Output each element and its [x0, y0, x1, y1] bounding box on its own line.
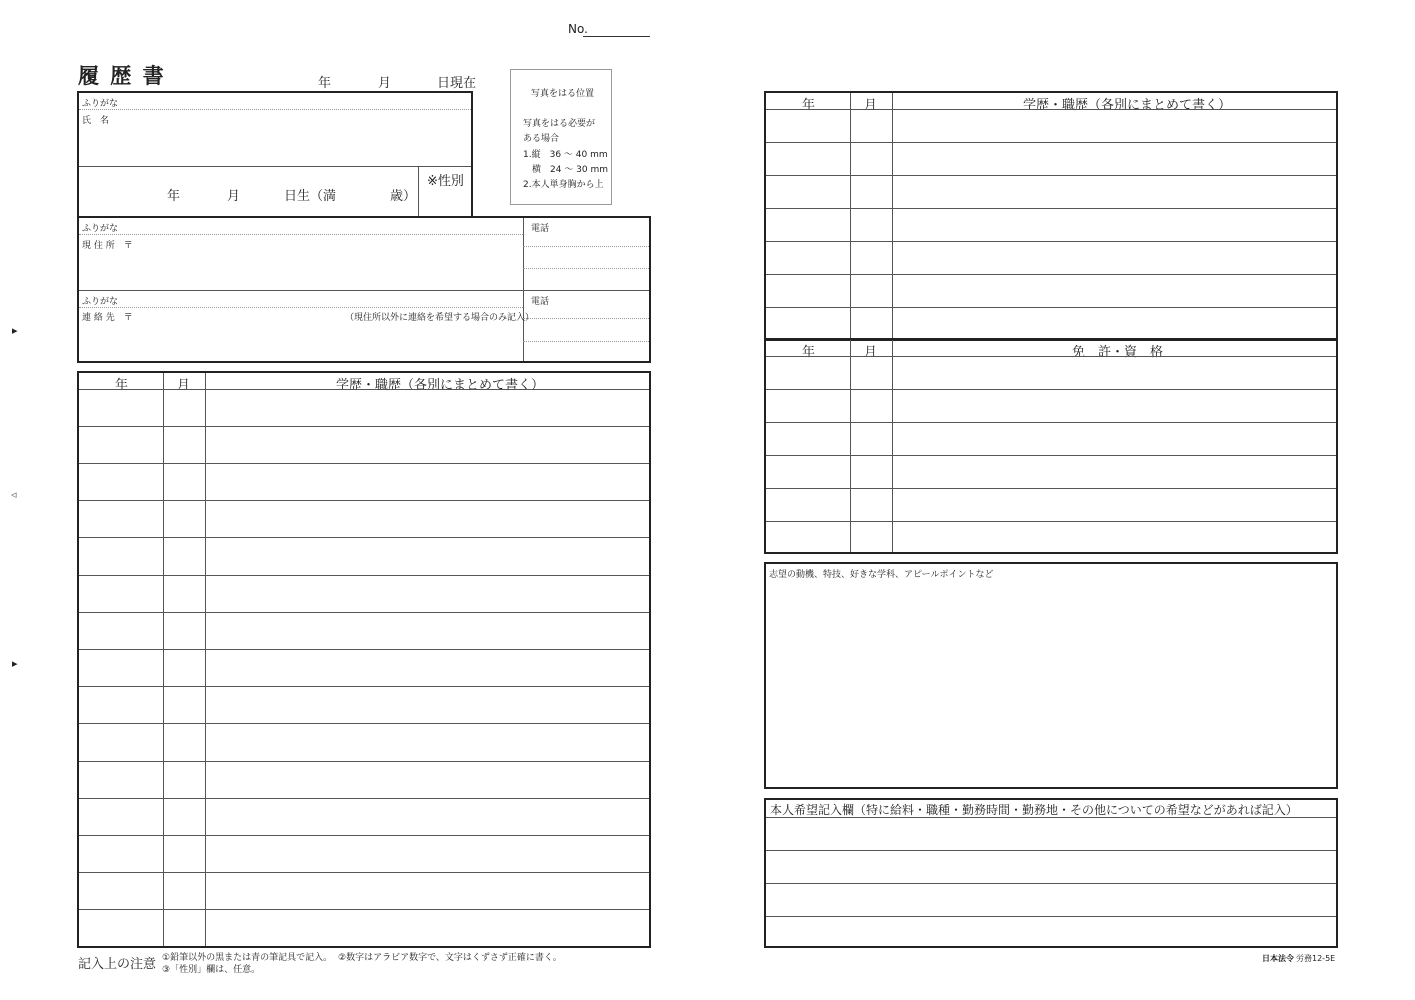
date-month: 月 — [378, 76, 392, 91]
current-address-label[interactable]: 現 住 所 〒 — [82, 241, 133, 251]
no-underline — [583, 36, 650, 37]
history-left-header-line — [79, 389, 649, 390]
furigana-contact-label: ふりがな — [82, 297, 119, 307]
table-row — [766, 307, 1336, 308]
fold-mark-top: ▸ — [12, 324, 18, 337]
table-row — [766, 455, 1336, 456]
history-left-month-divider — [205, 373, 206, 946]
history-table-right — [764, 91, 1338, 341]
contact-note: （現住所以外に連絡を希望する場合のみ記入） — [345, 313, 535, 323]
contact-address-label[interactable]: 連 絡 先 〒 — [82, 313, 133, 323]
phone-label-2[interactable]: 電話 — [531, 297, 550, 307]
request-line — [766, 850, 1336, 851]
history-right-title: 学歴・職歴（各別にまとめて書く） — [1023, 98, 1232, 113]
table-row — [79, 537, 649, 538]
no-label: No. — [568, 22, 588, 36]
table-row — [766, 389, 1336, 390]
table-row — [79, 723, 649, 724]
note-2: ②数字はアラビア数字で、文字はくずさず正確に書く。 — [338, 953, 562, 963]
birth-day: 日生（満 — [284, 189, 337, 204]
licenses-header-line — [766, 356, 1336, 357]
request-line — [766, 883, 1336, 884]
history-table-left — [77, 371, 651, 948]
request-label: 本人希望記入欄（特に給料・職種・勤務時間・勤務地・その他についての希望などがあれば記入） — [770, 803, 1298, 817]
licenses-month-header: 月 — [864, 345, 878, 360]
table-row — [79, 872, 649, 873]
table-row — [79, 686, 649, 687]
table-row — [766, 142, 1336, 143]
date-day: 日現在 — [437, 76, 477, 91]
furigana-address-label: ふりがな — [82, 224, 119, 234]
history-right-month-divider — [892, 93, 893, 339]
birth-year: 年 — [167, 189, 181, 204]
phone1-line2 — [523, 268, 649, 269]
address-box — [77, 216, 651, 363]
contact-furigana-divider — [79, 307, 523, 308]
table-row — [766, 521, 1336, 522]
table-row — [766, 241, 1336, 242]
phone2-line2 — [523, 341, 649, 342]
request-line — [766, 916, 1336, 917]
history-right-header-line — [766, 109, 1336, 110]
request-line — [766, 817, 1336, 818]
birth-month: 月 — [227, 189, 241, 204]
fold-mark-bottom: ▸ — [12, 657, 18, 670]
document-title: 履 歴 書 — [78, 64, 166, 88]
photo-line5: 2.本人単身胸から上 — [523, 180, 604, 190]
name-label[interactable]: 氏 名 — [82, 116, 110, 126]
phone2-line1 — [523, 318, 649, 319]
furigana-label: ふりがな — [82, 99, 119, 109]
history-right-year-divider — [850, 93, 851, 339]
form-code: 労務12-5E — [1296, 954, 1336, 963]
request-box[interactable] — [764, 798, 1338, 948]
date-year: 年 — [318, 76, 332, 91]
center-mark: ◃ — [11, 488, 17, 501]
gender-divider — [418, 166, 419, 216]
history-left-year-divider — [163, 373, 164, 946]
licenses-year-header: 年 — [802, 345, 816, 360]
publisher-logo: 日本法令 — [1262, 954, 1294, 963]
gender-label[interactable]: ※性別 — [427, 174, 464, 189]
furigana-divider — [79, 109, 471, 110]
table-row — [766, 208, 1336, 209]
photo-line4: 横 24 ～ 30 mm — [523, 165, 609, 175]
note-3: ③「性別」欄は、任意。 — [162, 965, 261, 975]
table-row — [79, 612, 649, 613]
table-row — [79, 500, 649, 501]
photo-line3: 1.縦 36 ～ 40 mm — [523, 150, 608, 160]
address-furigana-divider — [79, 234, 523, 235]
licenses-table — [764, 338, 1338, 554]
name-divider — [79, 166, 471, 167]
table-row — [79, 761, 649, 762]
history-right-month-header: 月 — [864, 98, 878, 113]
history-left-title: 学歴・職歴（各別にまとめて書く） — [336, 378, 545, 393]
phone1-line1 — [523, 246, 649, 247]
table-row — [79, 426, 649, 427]
photo-title: 写真をはる位置 — [531, 89, 595, 99]
history-left-year-header: 年 — [115, 378, 129, 393]
motivation-label: 志望の動機、特技、好きな学科、アピールポイントなど — [769, 570, 994, 580]
table-row — [79, 575, 649, 576]
motivation-box[interactable] — [764, 562, 1338, 789]
table-row — [766, 488, 1336, 489]
notes-heading: 記入上の注意 — [78, 957, 157, 972]
photo-line1: 写真をはる必要が — [523, 119, 596, 129]
phone-label-1[interactable]: 電話 — [531, 224, 550, 234]
note-1: ①鉛筆以外の黒または青の筆記具で記入。 — [162, 953, 333, 963]
personal-info-box — [77, 91, 473, 218]
photo-area — [510, 69, 612, 205]
age-label: 歳） — [390, 189, 417, 204]
photo-line2: ある場合 — [523, 134, 560, 144]
table-row — [79, 835, 649, 836]
address-divider — [79, 290, 649, 291]
licenses-title: 免 許・資 格 — [1072, 345, 1164, 360]
table-row — [766, 274, 1336, 275]
table-row — [79, 909, 649, 910]
history-left-month-header: 月 — [177, 378, 191, 393]
history-right-year-header: 年 — [802, 98, 816, 113]
table-row — [79, 798, 649, 799]
table-row — [766, 422, 1336, 423]
table-row — [79, 463, 649, 464]
table-row — [766, 175, 1336, 176]
table-row — [79, 649, 649, 650]
